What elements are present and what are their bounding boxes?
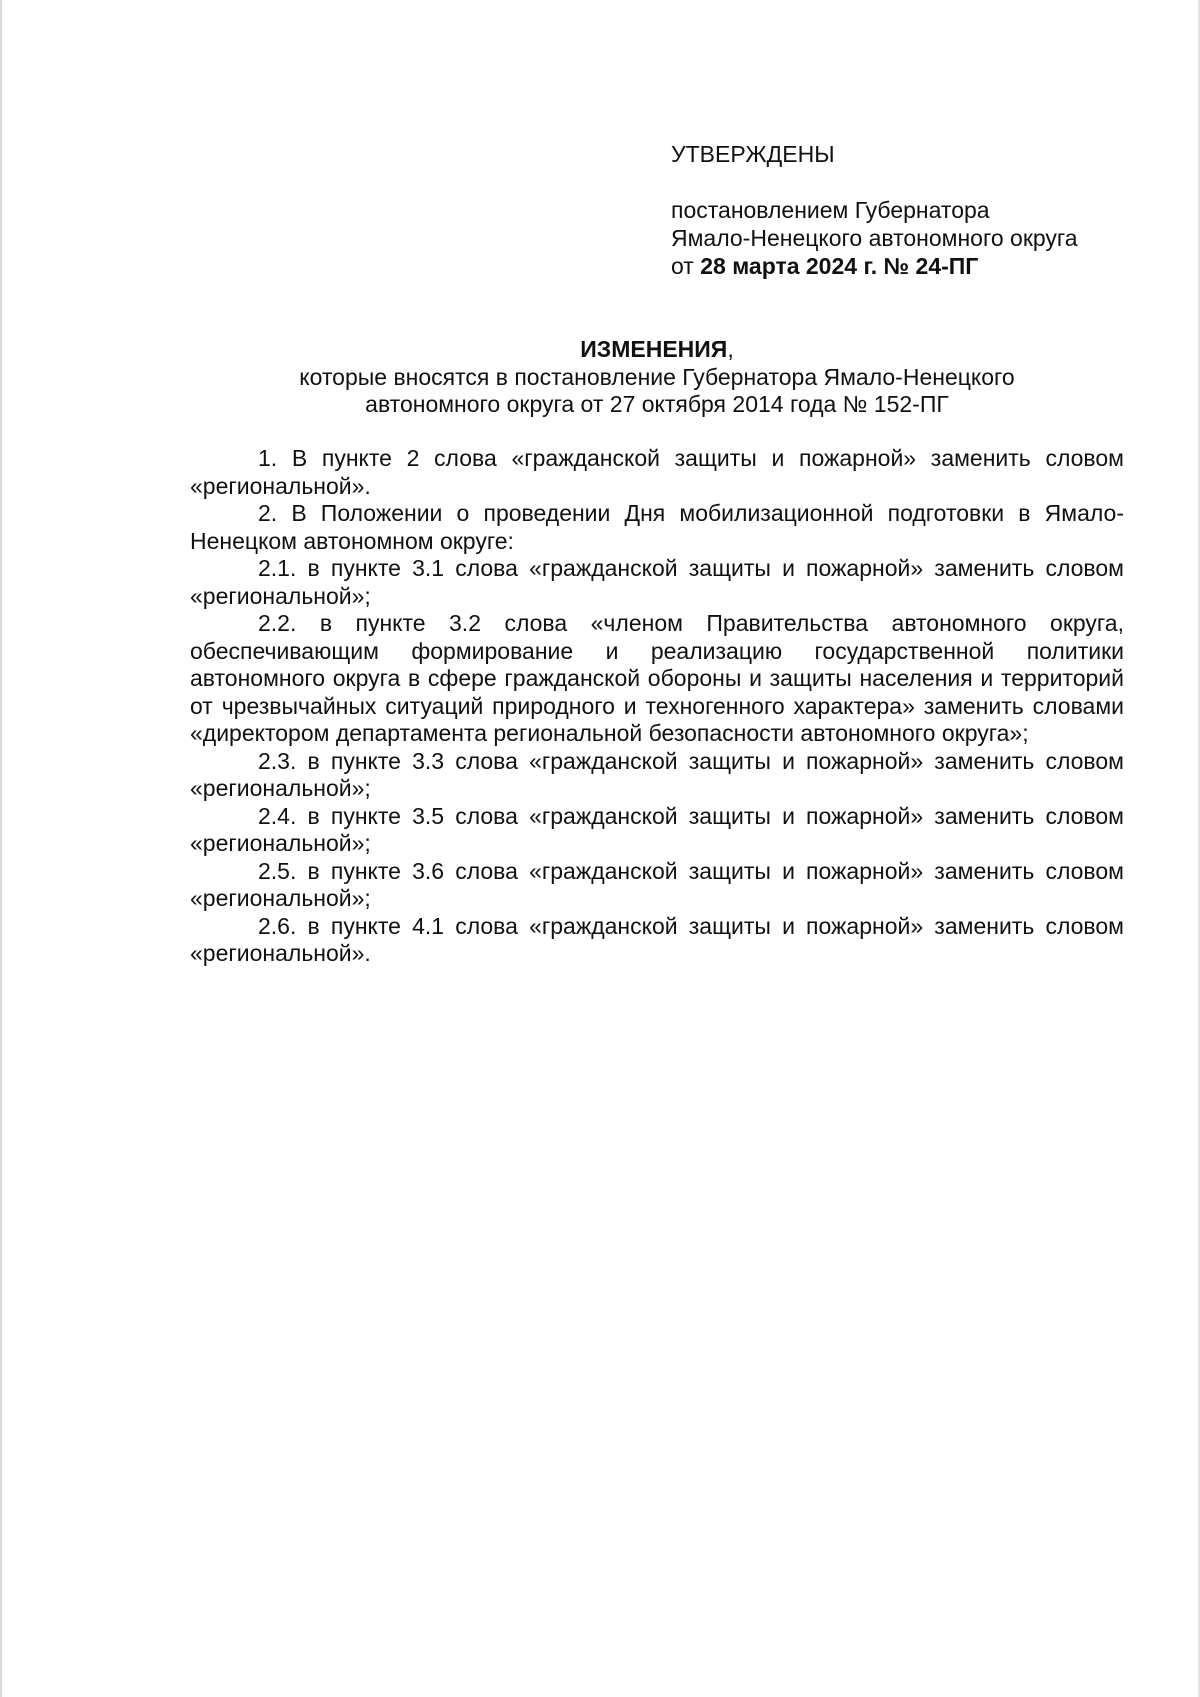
scan-edge-left xyxy=(0,0,2,1697)
paragraph-1: 1. В пункте 2 слова «гражданской защиты и пожарной» заменить словом «региональной». xyxy=(190,445,1124,499)
approval-title: УТВЕРЖДЕНЫ xyxy=(671,141,835,167)
approval-date-line xyxy=(671,252,1151,280)
paragraph-2-1: 2.1. в пункте 3.1 слова «гражданской защиты и пожарной» заменить словом «региональной»; xyxy=(190,555,1124,609)
paragraph-2-3: 2.3. в пункте 3.3 слова «гражданской защиты и пожарной» заменить словом «региональной»; xyxy=(190,747,1124,801)
approval-block xyxy=(671,140,1151,280)
heading-subtitle-2: автономного округа от 27 октября 2014 года № 152-ПГ xyxy=(365,391,949,417)
paragraph-2-2: 2.2. в пункте 3.2 слова «членом Правительства автономного округа, обеспечивающим формирование и реализацию государственной политики автономного округа в сфере гражданской обороны и защиты населения и территорий от чрезвычайных ситуаций природного и техногенного характера» заменить словами «директором департамента региональной безопасности автономного округа»; xyxy=(190,610,1124,746)
heading-title-suffix: , xyxy=(727,336,734,362)
heading-title-line xyxy=(190,336,1124,364)
approval-line-1: постановлением Губернатора xyxy=(671,197,990,223)
document-heading xyxy=(190,336,1124,419)
heading-subtitle-1: которые вносятся в постановление Губернатора Ямало-Ненецкого xyxy=(299,363,1015,390)
paragraph-2-5: 2.5. в пункте 3.6 слова «гражданской защиты и пожарной» заменить словом «региональной»; xyxy=(190,857,1124,911)
approval-date-value: 28 марта 2024 г. № 24-ПГ xyxy=(700,253,979,279)
approval-date-prefix: от xyxy=(671,253,694,279)
paragraph-2-6: 2.6. в пункте 4.1 слова «гражданской защиты и пожарной» заменить словом «региональной». xyxy=(190,912,1124,966)
paragraph-2-4: 2.4. в пункте 3.5 слова «гражданской защиты и пожарной» заменить словом «региональной»; xyxy=(190,802,1124,856)
approval-line-2: Ямало-Ненецкого автономного округа xyxy=(671,225,1078,251)
heading-title: ИЗМЕНЕНИЯ xyxy=(580,336,728,362)
paragraph-2: 2. В Положении о проведении Дня мобилизационной подготовки в Ямало-Ненецком автономном округе: xyxy=(190,500,1124,554)
document-body xyxy=(190,445,1124,968)
